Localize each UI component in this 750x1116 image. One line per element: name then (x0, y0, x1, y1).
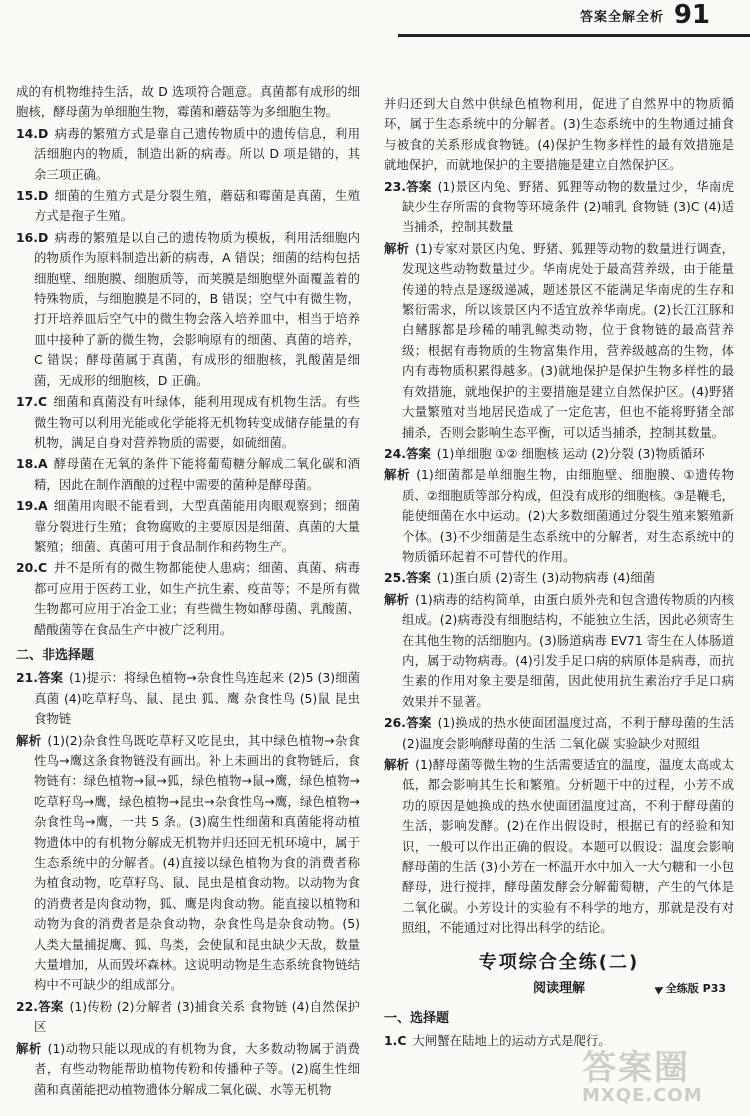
special-subtitle: 阅读理解 (532, 981, 585, 997)
answer-item (16, 668, 360, 729)
answer-item (384, 713, 734, 754)
item-number: 24.答案 (384, 445, 431, 461)
item-number: 18.A (16, 456, 48, 472)
item-number: 解析 (16, 732, 42, 748)
item-text: (1)单细胞 ①② 细胞核 运动 (2)分裂 (3)物质循环 (436, 445, 705, 461)
special-subtitle-row (384, 979, 734, 1003)
item-text: (1)传粉 (2)分解者 (3)捕食关系 食物链 (4)自然保护区 (34, 998, 360, 1035)
page-number: 91 (673, 0, 710, 30)
item-text: 酵母菌在无氧的条件下能将葡萄糖分解成二氧化碳和酒精，因此在制作酒酿的过程中需要的菌种是酵母菌。 (34, 456, 360, 492)
item-text: 成的有机物维持生活，故 D 选项符合题意。真菌都有成形的细胞核，酵母菌为单细胞生物，霉菌和蘑菇等为多细胞生物。 (16, 84, 360, 120)
item-number: 17.C (16, 394, 48, 410)
item-text: (1)换成的热水使面团温度过高，不利于酵母菌的生活 (2)温度会影响酵母菌的生活 二氧化碳 实验缺少对照组 (402, 715, 734, 751)
item-text: (1)细菌都是单细胞生物，由细胞壁、细胞膜、①遗传物质、②细胞质等部分构成，但没有成形的细胞核。③是鞭毛，能使细菌在水中运动。(2)大多数细菌通过分裂生殖来繁殖新个体。(3)不少细菌是生态系统中的分解者，对生态系统中的物质循环起着不可替代的作用。 (402, 467, 734, 564)
answer-item (16, 454, 360, 495)
answer-item (384, 239, 734, 443)
item-number: 26.答案 (384, 715, 432, 731)
item-text: (1)提示：将绿色植物→杂食性鸟连起来 (2)5 (3)细菌 真菌 (4)吃草籽鸟、鼠、昆虫 狐、鹰 杂食性鸟 (5)鼠 昆虫 食物链 (34, 670, 361, 727)
watermark-logo (582, 1040, 742, 1110)
item-text: 并不是所有的微生物都能使人患病；细菌、真菌、病毒都可应用于医药工业，如生产抗生素、疫苗等；不是所有微生物都可应用于冶金工业；有些微生物如酵母菌、乳酸菌、醋酸菌等在食品生产中被广泛利用。 (34, 560, 360, 637)
answer-item (16, 558, 360, 640)
section-heading: 二、非选择题 (16, 647, 95, 663)
item-text: 病毒的繁殖是以自己的遗传物质为模板，利用活细胞内的物质作为原料制造出新的病毒，A 错误；细菌的结构包括细胞壁、细胞膜、细胞质等，而荚膜是细胞壁外面覆盖着的特殊物质，与细胞膜是不同的，B 错误；空气中有微生物，打开培养皿后空气中的微生物会落入培养皿中，相当于培养皿中接种了新的微生物，会影响原有的细菌、真菌的培养，C 错误；酵母菌属于真菌，有成形的细胞核，乳酸菌是细菌，无成形的细胞核，D 正确。 (34, 229, 360, 388)
header-label: 答案全解全析 (579, 10, 664, 25)
answer-item (16, 228, 360, 391)
page-reference (656, 979, 726, 999)
watermark-line2: MXQE.COM (582, 1085, 703, 1106)
answer-item (16, 186, 360, 227)
answer-item (16, 731, 360, 996)
item-number: 22.答案 (16, 998, 64, 1014)
answer-item (384, 755, 734, 939)
right-column (384, 94, 734, 1053)
item-text: 细菌用肉眼不能看到，大型真菌能用肉眼观察到；细菌靠分裂进行生殖；食物腐败的主要原因是细菌、真菌的大量繁殖；细菌、真菌可用于食品制作和药物生产。 (34, 498, 360, 554)
answer-item (16, 496, 360, 557)
item-text: (1)动物只能以现成的有机物为食，大多数动物属于消费者，有些动物能帮助植物传粉和传播种子等。(2)腐生性细菌和真菌能把动植物遗体分解成二氧化碳、水等无机物 (34, 1040, 360, 1097)
item-number: 14.D (16, 125, 49, 141)
item-number: 21.答案 (16, 670, 63, 686)
item-text: (1)蛋白质 (2)寄生 (3)动物病毒 (4)细菌 (436, 570, 656, 586)
answer-item (384, 177, 734, 238)
item-number: 解析 (384, 757, 410, 772)
item-text: (1)病毒的结构简单，由蛋白质外壳和包含遗传物质的内核组成。(2)病毒没有细胞结构，不能独立生活，因此必须寄生在其他生物的活细胞内。(3)肠道病毒 EV71 寄生在人体肠道内，属于动物病毒。(4)引发手足口病的病原体是病毒，而抗生素的作用对象主要是细菌，因此使用抗生素治疗手足口病效果并不显著。 (402, 591, 735, 709)
left-column (16, 82, 360, 1101)
answer-item (384, 444, 734, 464)
answer-item (16, 1039, 360, 1100)
special-title: 专项综合全练(二) (478, 951, 640, 973)
item-text: (1)景区内兔、野猪、狐狸等动物的数量过少，华南虎缺少生存所需的食物等环境条件 (2)哺乳 食物链 (3)C (4)适当捕杀，控制其数量 (402, 178, 734, 235)
header-rule (398, 34, 750, 37)
answer-item (16, 392, 360, 453)
answer-item (16, 997, 360, 1038)
item-number: 16.D (16, 229, 49, 245)
answer-item (384, 590, 734, 712)
item-text: (1)酵母菌等微生物的生活需要适宜的温度，温度太高或太低，都会影响其生长和繁殖。分析题干中的过程，小芳不成功的原因是她换成的热水使面团温度过高，不利于酵母菌的生活，影响发酵。(2)在作出假设时，根据已有的经验和知识，一般可以作出正确的假设。本题可以假设：温度会影响酵母菌的生活 (3)小芳在一杯温开水中加入一大勺糖和一小包酵母，进行搅拌，酵母菌发酵会分解葡萄糖，产生的气体是二氧化碳。小芳设计的实验有不科学的地方，那就是没有对照组，不能通过对比得出科学的结论。 (402, 757, 735, 936)
item-text: 细菌的生殖方式是分裂生殖，蘑菇和霉菌是真菌，生殖方式是孢子生殖。 (34, 188, 360, 224)
answer-item (384, 465, 734, 567)
item-number: 解析 (384, 240, 410, 256)
answer-item (384, 94, 734, 176)
arrow-icon (654, 984, 665, 995)
item-number: 解析 (384, 467, 411, 483)
item-number: 20.C (16, 560, 48, 576)
item-text: 细菌和真菌没有叶绿体，能利用现成有机物生活。有些微生物可以利用光能或化学能将无机物转变成储存能量的有机物，满足自身对营养物质的需要，如硫细菌。 (34, 394, 360, 450)
item-text: 并归还到大自然中供绿色植物利用，促进了自然界中的物质循环，属于生态系统中的分解者。(3)生态系统中的生物通过捕食与被食的关系形成食物链。(4)保护生物多样性的最有效措施是就地保护，而就地保护的主要措施是建立自然保护区。 (384, 96, 734, 173)
item-number: 25.答案 (384, 570, 431, 586)
section-heading-choice: 一、选择题 (384, 1011, 450, 1027)
answer-item (384, 568, 734, 588)
item-number: 23.答案 (384, 178, 432, 194)
item-text: (1)(2)杂食性鸟既吃草籽又吃昆虫，其中绿色植物→杂食性鸟→鹰这条食物链没有画出。补上未画出的食物链后，食物链有：绿色植物→鼠→狐，绿色植物→鼠→鹰，绿色植物→吃草籽鸟→鹰，绿色植物→昆虫→杂食性鸟→鹰，绿色植物→杂食性鸟→鹰，一共 5 条。(3)腐生性细菌和真菌能将动植物遗体中的有机物分解成无机物并归还回无机环境中，属于生态系统中的分解者。(4)直接以绿色植物为食的消费者称为植食动物，吃草籽鸟、鼠、昆虫是植食动物。以动物为食的消费者是肉食动物，狐、鹰是肉食动物。能直接以植物和动物为食的消费者是杂食动物，杂食性鸟是杂食动物。(5)人类大量捕捉鹰、狐、鸟类，会使鼠和昆虫缺少天敌，数量大量增加，从而毁坏森林。这说明动物是生态系统食物链结构中不可缺少的组成部分。 (34, 732, 360, 993)
question-text: 大闸蟹在陆地上的运动方式是爬行。 (412, 1033, 611, 1049)
item-text: 病毒的繁殖方式是靠自己遗传物质中的遗传信息，利用活细胞内的物质，制造出新的病毒。所以 D 项是错的，其余三项正确。 (34, 125, 360, 182)
answer-item (16, 124, 360, 185)
item-text: (1)专家对景区内兔、野猪、狐狸等动物的数量进行调查，发现这些动物数量过少。华南虎处于最高营养级，由于能量传递的特点是逐级递减，题述景区不能满足华南虎的生存和繁衍需求，所以该景区内不适宜放养华南虎。(2)长江江豚和白鳍豚都是珍稀的哺乳鲸类动物，位于食物链的最高营养级；根据有毒物质的生物富集作用，营养级越高的生物，体内有毒物质积累得越多。(3)就地保护是保护生物多样性的最有效措施，就地保护的主要措施是建立自然保护区。(4)野猪大量繁殖对当地居民造成了一定危害，但也不能将野猪全部捕杀，否则会影响生态平衡，可以适当捕杀，控制其数量。 (402, 240, 735, 440)
answer-item (16, 82, 360, 123)
question-number: 1.C (384, 1033, 407, 1049)
watermark-line1: 答案圈 (582, 1048, 690, 1088)
right-items (384, 94, 734, 939)
item-number: 15.D (16, 188, 49, 204)
item-number: 解析 (16, 1040, 42, 1056)
item-number: 解析 (384, 591, 410, 607)
page-reference-text: 全练版 P33 (665, 982, 726, 996)
item-number: 19.A (16, 498, 48, 514)
